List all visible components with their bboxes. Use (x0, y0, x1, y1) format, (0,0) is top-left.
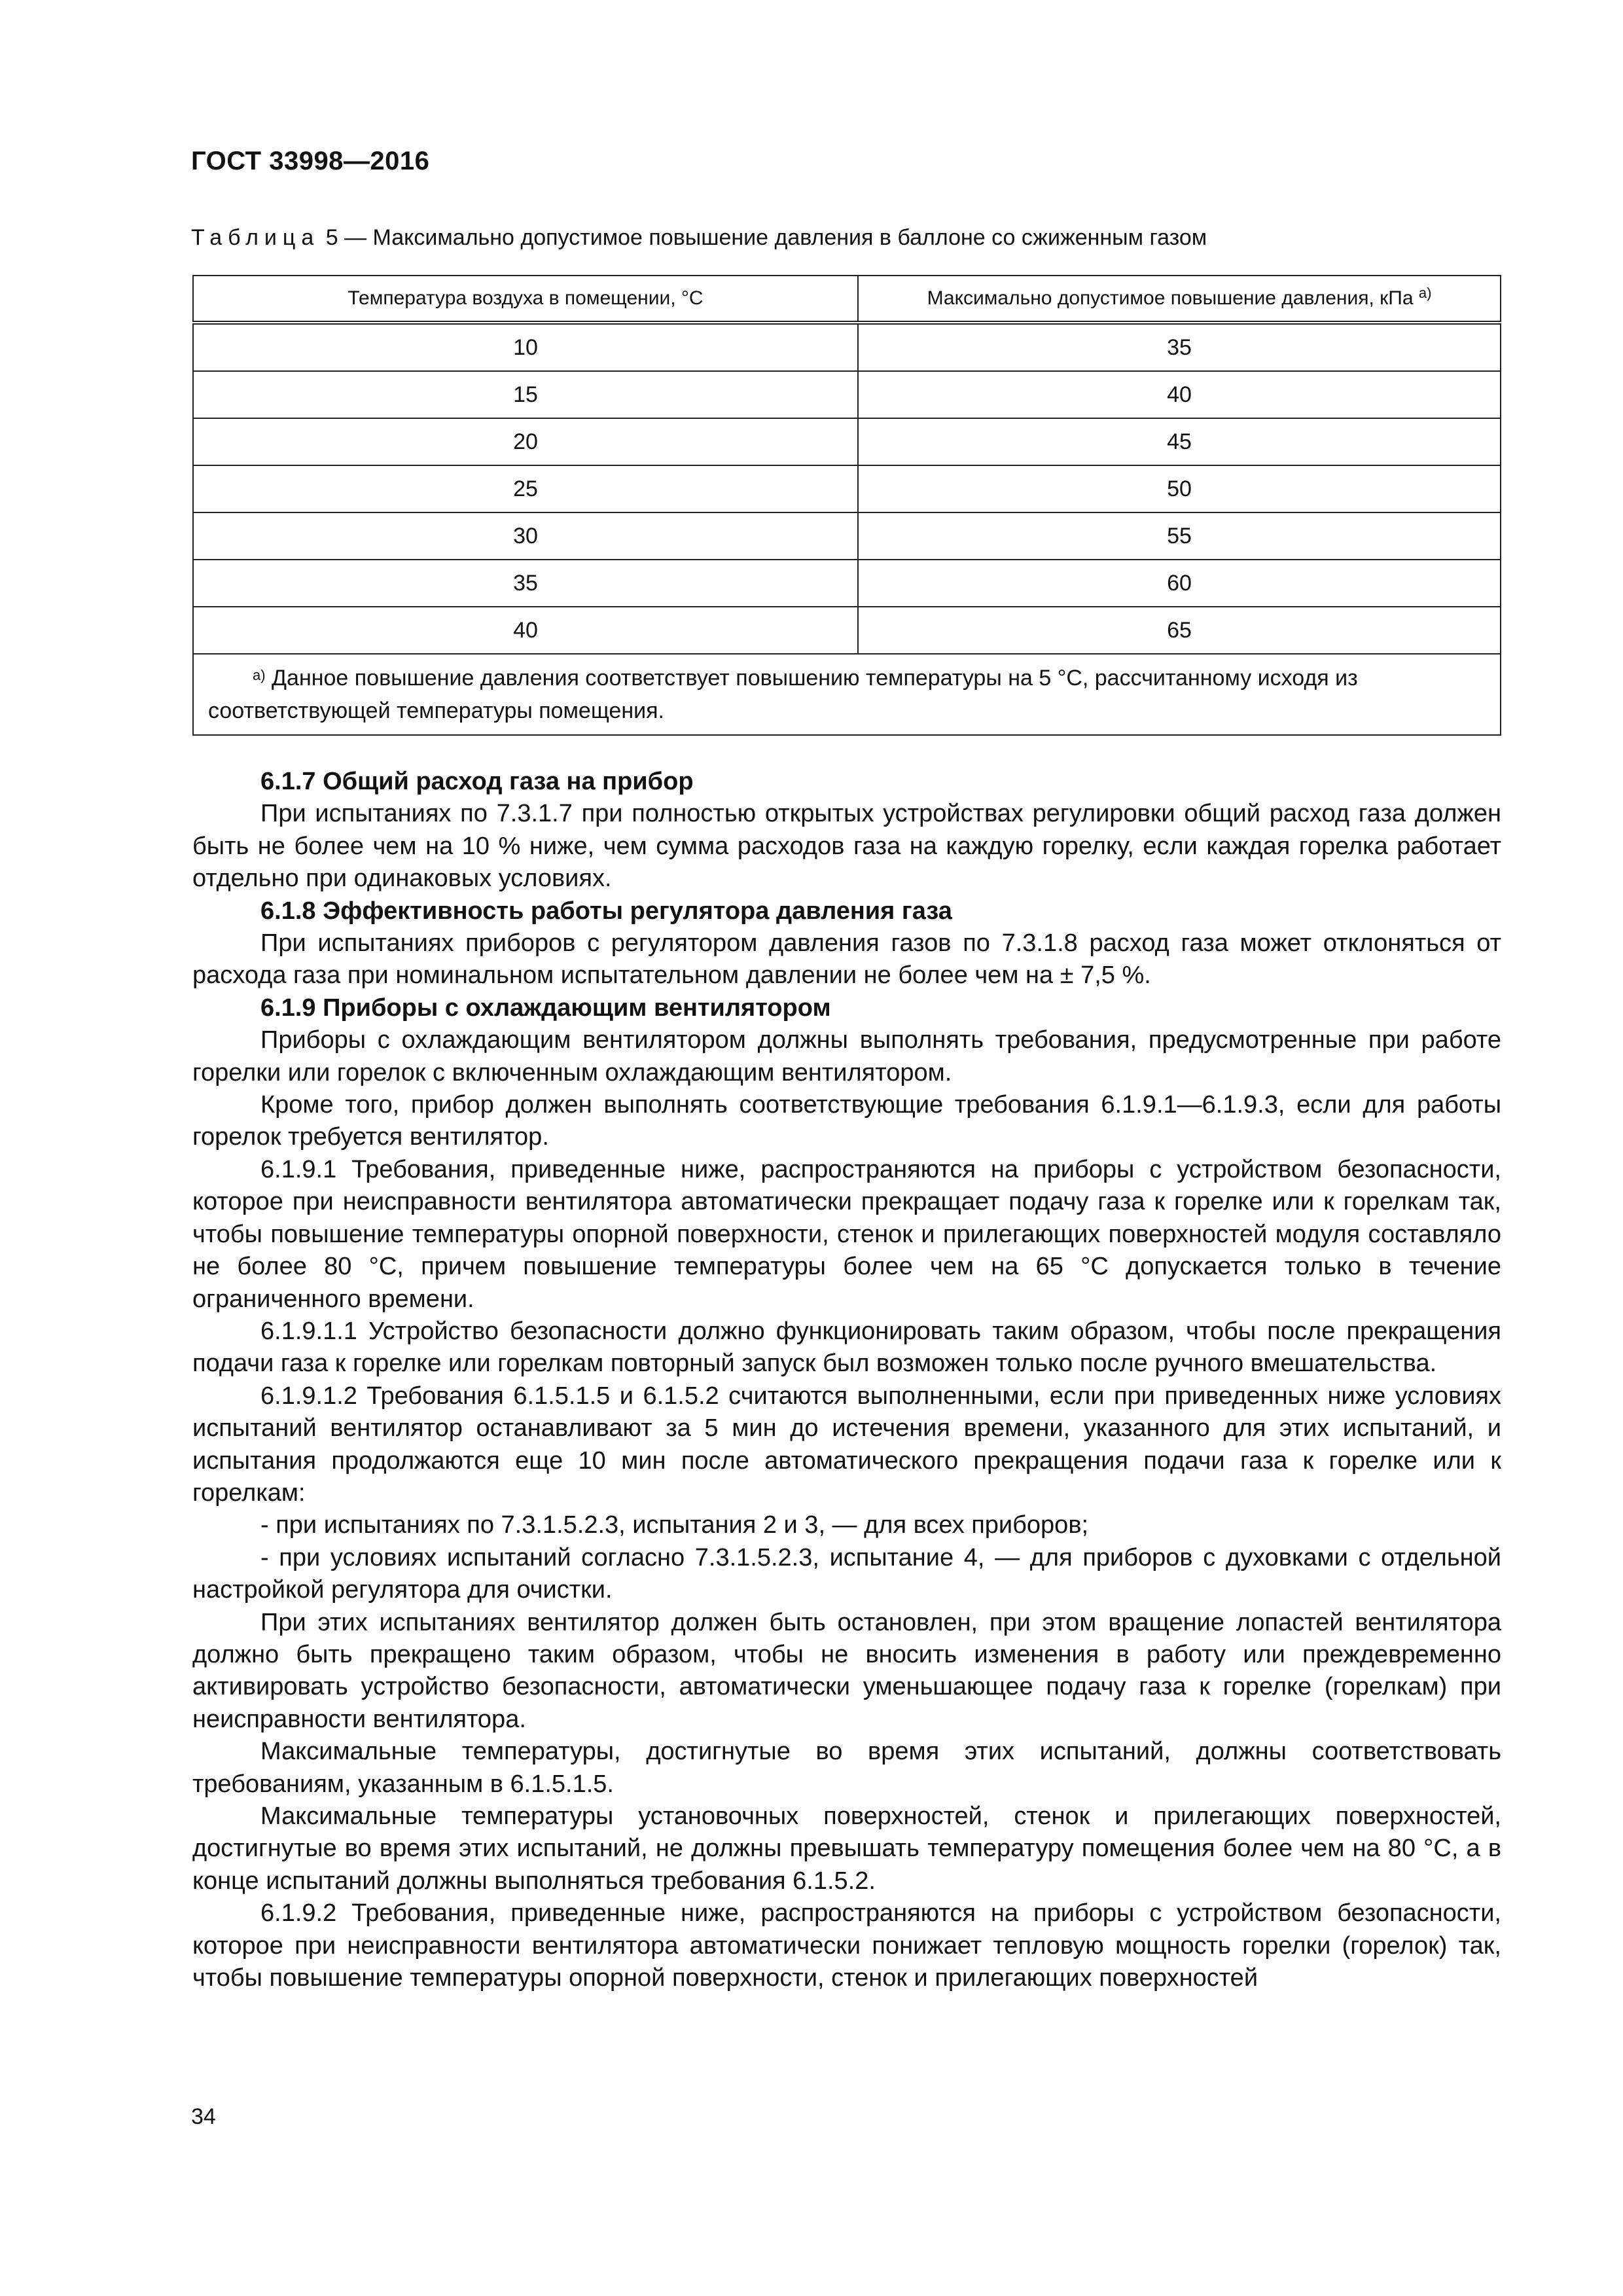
paragraph: Максимальные температуры, достигнутые во время этих испытаний, должны соответствовать требованиям, указанным в 6.1.5.1.5. (192, 1738, 1501, 1798)
paragraph: 6.1.9.1.2 Требования 6.1.5.1.5 и 6.1.5.2 считаются выполненными, если при приведенных ниже условиях испытаний вентилятор останавливают за 5 мин до истечения времени, указанного для этих испытаний, и испытания продолжаются еще 10 мин после автоматического прекращения подачи газа к горелке или к горелкам: (192, 1382, 1501, 1507)
section-heading: 6.1.8 Эффективность работы регулятора давления газа (260, 897, 952, 925)
section-heading: 6.1.9 Приборы с охлаждающим вентилятором (260, 994, 831, 1022)
table-header-pressure-text: Максимально допустимое повышение давления, кПа (927, 287, 1414, 309)
table-cell-pressure: 35 (858, 323, 1501, 371)
table-header-temperature: Температура воздуха в помещении, °С (193, 276, 858, 323)
table-footnote-text: Данное повышение давления соответствует повышению температуры на 5 °С, рассчитанному исходя из соответствующей температуры помещения. (208, 666, 1358, 723)
paragraph: 6.1.9.1 Требования, приведенные ниже, распространяются на приборы с устройством безопасности, которое при неисправности вентилятора автоматически прекращает подачу газа к горелке или к горелкам так, чтобы повышение температуры опорной поверхности, стенок и прилегающих поверхностей модуля составляло не более 80 °С, причем повышение температуры более чем на 65 °С допускается только в течение ограниченного времени. (192, 1155, 1501, 1313)
paragraph: Максимальные температуры установочных поверхностей, стенок и прилегающих поверхностей, достигнутые во время этих испытаний, не должны превышать температуру помещения более чем на 80 °С, а в конце испытаний должны выполняться требования 6.1.5.2. (192, 1803, 1501, 1895)
document-header: ГОСТ 33998—2016 (191, 147, 430, 175)
table-cell-pressure: 60 (858, 560, 1501, 607)
table-row (193, 371, 1501, 418)
table-cell-pressure: 40 (858, 371, 1501, 418)
paragraph: 6.1.9.2 Требования, приведенные ниже, распространяются на приборы с устройством безопасности, которое при неисправности вентилятора автоматически понижает тепловую мощность горелки (горелок) так, чтобы повышение температуры опорной поверхности, стенок и прилегающих поверхностей (192, 1899, 1501, 1992)
table-footnote-mark: a) (253, 667, 266, 683)
table-row (193, 512, 1501, 560)
table-cell-temperature: 25 (193, 465, 858, 512)
list-item: - при испытаниях по 7.3.1.5.2.3, испытания 2 и 3, — для всех приборов; (260, 1511, 1089, 1539)
table-cell-pressure: 65 (858, 607, 1501, 654)
list-item: - при условиях испытаний согласно 7.3.1.5.2.3, испытание 4, — для приборов с духовками с отдельной настройкой регулятора для очистки. (192, 1543, 1501, 1604)
table-caption-text: 5 — Максимально допустимое повышение давления в баллоне со сжиженным газом (319, 225, 1207, 250)
table-footnote-row (193, 654, 1501, 735)
table-header-row (193, 276, 1501, 323)
table-cell-temperature: 15 (193, 371, 858, 418)
table-row (193, 465, 1501, 512)
table-caption (191, 225, 1207, 251)
paragraph: 6.1.9.1.1 Устройство безопасности должно функционировать таким образом, чтобы после прекращения подачи газа к горелке или горелкам повторный запуск был возможен только после ручного вмешательства. (192, 1317, 1501, 1378)
paragraph: При этих испытаниях вентилятор должен быть остановлен, при этом вращение лопастей вентилятора должно быть прекращено таким образом, чтобы не вносить изменения в работу или преждевременно активировать устройство безопасности, автоматически уменьшающее подачу газа к горелке (горелкам) при неисправности вентилятора. (192, 1608, 1501, 1733)
table-row (193, 323, 1501, 371)
paragraph: Приборы с охлаждающим вентилятором должны выполнять требования, предусмотренные при работе горелки или горелок с включенным охлаждающим вентилятором. (192, 1026, 1501, 1086)
table-header-pressure (858, 276, 1501, 323)
page-number: 34 (191, 2104, 216, 2129)
table-row (193, 418, 1501, 465)
table-cell-temperature: 20 (193, 418, 858, 465)
document-body (192, 766, 1501, 1994)
paragraph: Кроме того, прибор должен выполнять соответствующие требования 6.1.9.1—6.1.9.3, если для работы горелок требуется вентилятор. (192, 1091, 1501, 1151)
table-cell-temperature: 35 (193, 560, 858, 607)
table-caption-label: Таблица (191, 225, 320, 250)
table-row (193, 560, 1501, 607)
table-cell-temperature: 40 (193, 607, 858, 654)
paragraph: При испытаниях по 7.3.1.7 при полностью открытых устройствах регулировки общий расход газа должен быть не более чем на 10 % ниже, чем сумма расходов газа на каждую горелку, если каждая горелка работает отдельно при одинаковых условиях. (192, 800, 1501, 893)
table-row (193, 607, 1501, 654)
paragraph: При испытаниях приборов с регулятором давления газов по 7.3.1.8 расход газа может отклоняться от расхода газа при номинальном испытательном давлении не более чем на ± 7,5 %. (192, 929, 1501, 990)
table-cell-pressure: 45 (858, 418, 1501, 465)
pressure-table (192, 275, 1501, 736)
table-cell-pressure: 50 (858, 465, 1501, 512)
table-header-note-mark: a) (1418, 285, 1432, 301)
table-footnote (193, 654, 1501, 735)
table-cell-temperature: 10 (193, 323, 858, 371)
table-cell-temperature: 30 (193, 512, 858, 560)
table-cell-pressure: 55 (858, 512, 1501, 560)
section-heading: 6.1.7 Общий расход газа на прибор (260, 768, 694, 795)
